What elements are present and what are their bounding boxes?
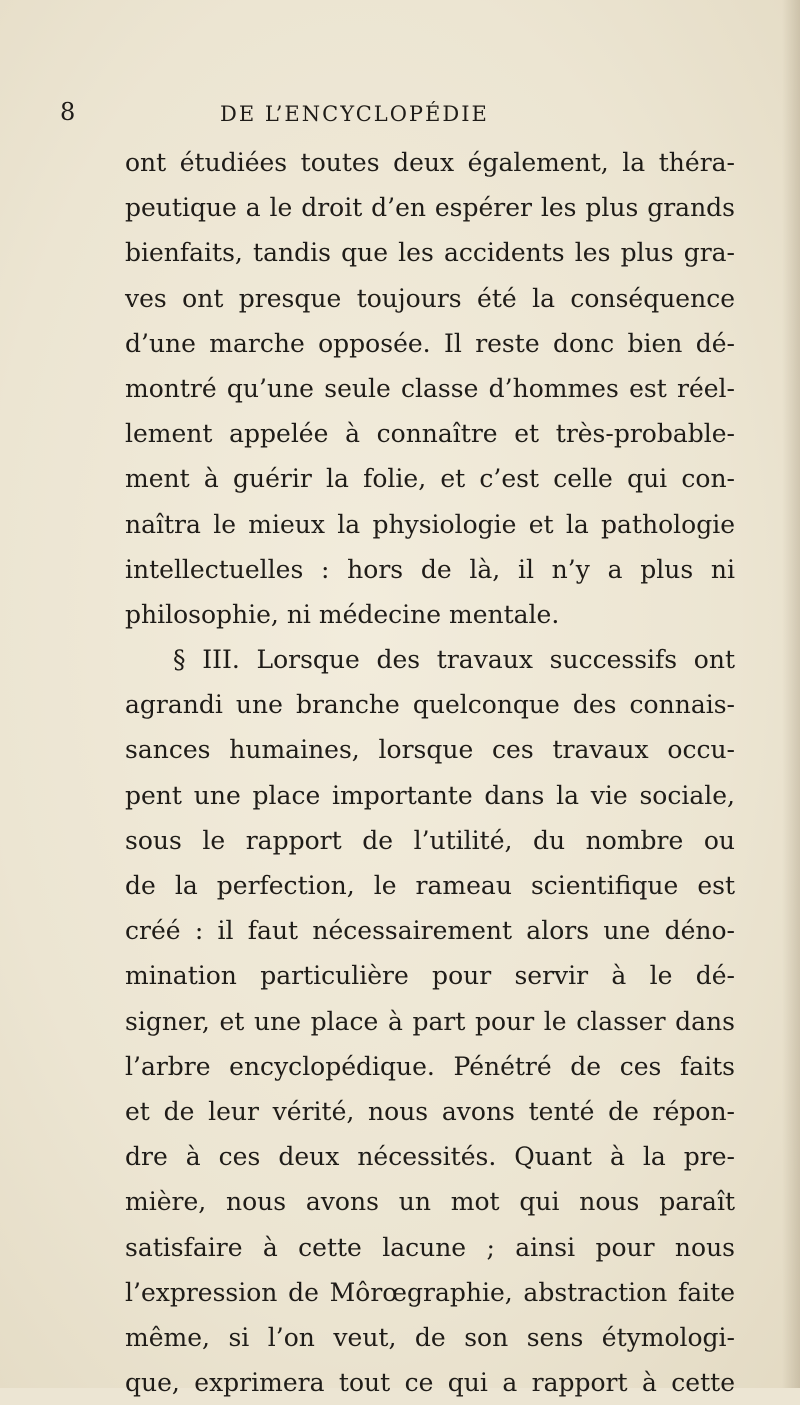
text-line: même, si l’on veut, de son sens étymologi- — [125, 1322, 735, 1352]
text-line: l’expression de Môrœgraphie, abstraction faite — [125, 1277, 735, 1307]
text-line: ves ont presque toujours été la conséquence — [125, 283, 735, 313]
page-edge-shadow — [782, 0, 800, 1388]
text-line: intellectuelles : hors de là, il n’y a plus ni — [125, 554, 735, 584]
page-header — [60, 98, 700, 132]
text-line: philosophie, ni médecine mentale. — [125, 599, 560, 629]
text-line: l’arbre encyclopédique. Pénétré de ces faits — [125, 1051, 735, 1081]
text-line: peutique a le droit d’en espérer les plus grands — [125, 193, 735, 223]
text-line: ment à guérir la folie, et c’est celle qui con- — [125, 464, 735, 494]
text-line: mination particulière pour servir à le dé- — [125, 961, 735, 991]
text-line: de la perfection, le rameau scientifique est — [125, 871, 735, 900]
text-line: mière, nous avons un mot qui nous paraît — [125, 1187, 735, 1217]
text-line: agrandi une branche quelconque des connais- — [125, 690, 735, 720]
text-line: § III. Lorsque des travaux successifs ont — [173, 645, 735, 675]
text-line: d’une marche opposée. Il reste donc bien dé- — [125, 328, 735, 358]
text-line: pent une place importante dans la vie sociale, — [125, 780, 735, 810]
text-line: naîtra le mieux la physiologie et la pathologie — [125, 509, 735, 539]
text-line: sances humaines, lorsque ces travaux occu- — [125, 735, 735, 765]
page-number: 8 — [60, 98, 77, 126]
text-line: montré qu’une seule classe d’hommes est réel- — [125, 373, 735, 403]
text-line: et de leur vérité, nous avons tenté de répon- — [125, 1096, 735, 1126]
text-line: sous le rapport de l’utilité, du nombre ou — [125, 825, 735, 855]
text-line: signer, et une place à part pour le classer dans — [125, 1006, 735, 1036]
text-line: que, exprimera tout ce qui a rapport à cette — [125, 1368, 735, 1398]
text-line: créé : il faut nécessairement alors une déno- — [125, 916, 735, 946]
body-text — [125, 140, 735, 1405]
text-line: ont étudiées toutes deux également, la théra- — [125, 148, 735, 177]
running-head: DE L’ENCYCLOPÉDIE — [220, 102, 489, 126]
text-line: bienfaits, tandis que les accidents les plus gra- — [125, 238, 735, 268]
text-line: lement appelée à connaître et très-probable- — [125, 419, 735, 449]
text-line: dre à ces deux nécessités. Quant à la pre- — [125, 1142, 735, 1172]
text-line: satisfaire à cette lacune ; ainsi pour nous — [125, 1232, 735, 1262]
